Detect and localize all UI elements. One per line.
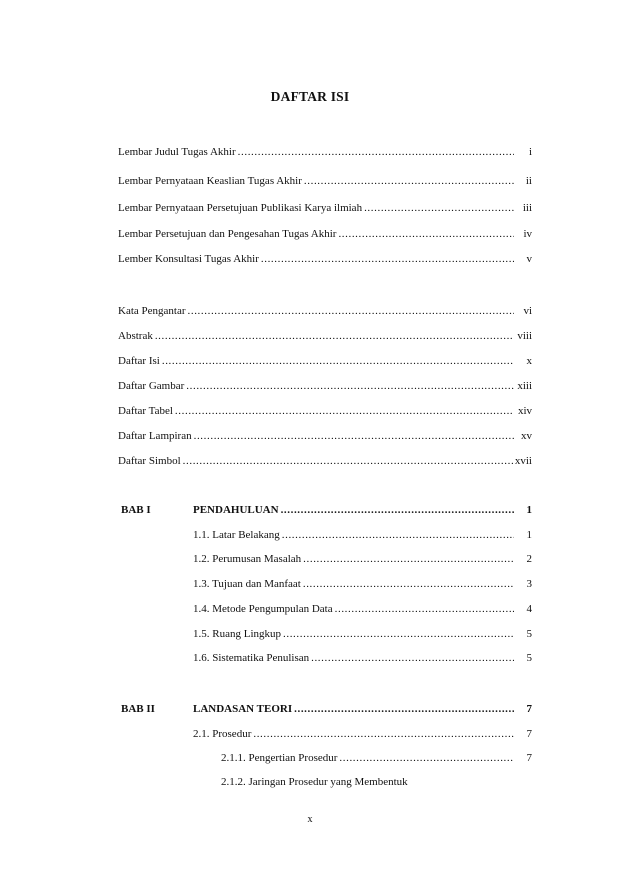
toc-entry-persetujuan-publikasi bbox=[118, 202, 532, 218]
toc-entry-abstrak bbox=[118, 330, 532, 346]
toc-section-1-4 bbox=[193, 603, 532, 619]
toc-subsection-2-1-1 bbox=[221, 752, 532, 768]
chapter-number: BAB I bbox=[121, 504, 151, 516]
toc-chapter-bab-2 bbox=[121, 703, 532, 719]
toc-entry-page: iii bbox=[522, 202, 532, 214]
toc-entry-page: vi bbox=[523, 305, 532, 317]
toc-entry-label: Daftar Lampiran bbox=[118, 430, 192, 442]
page-number: x bbox=[307, 814, 313, 825]
toc-entry-label: Lembar Pernyataan Keaslian Tugas Akhir bbox=[118, 175, 302, 187]
toc-section-2-1 bbox=[193, 728, 532, 744]
toc-entry-page: 1 bbox=[526, 504, 532, 516]
toc-entry-persetujuan-pengesahan bbox=[118, 228, 532, 244]
toc-entry-label: 1.4. Metode Pengumpulan Data bbox=[193, 603, 333, 615]
toc-entry-label: 1.1. Latar Belakang bbox=[193, 529, 280, 541]
toc-entry-page: 7 bbox=[526, 752, 532, 764]
toc-entry-page: x bbox=[526, 355, 532, 367]
toc-entry-label: 2.1. Prosedur bbox=[193, 728, 252, 740]
toc-entry-label: Lembar Pernyataan Persetujuan Publikasi Karya ilmiah bbox=[118, 202, 363, 214]
toc-entry-page: 2 bbox=[526, 553, 532, 565]
toc-entry-label: Kata Pengantar bbox=[118, 305, 186, 317]
toc-entry-page: ii bbox=[525, 175, 532, 187]
toc-entry-label: Daftar Tabel bbox=[118, 405, 173, 417]
toc-chapter-bab-1 bbox=[121, 504, 532, 520]
toc-entry-page: viii bbox=[517, 330, 532, 342]
toc-entry-page: xiii bbox=[517, 380, 532, 392]
toc-section-1-5 bbox=[193, 628, 532, 644]
toc-entry-label: 1.6. Sistematika Penulisan bbox=[193, 652, 310, 664]
toc-entry-page: 7 bbox=[526, 728, 532, 740]
toc-entry-label: Lembar Persetujuan dan Pengesahan Tugas Akhir bbox=[118, 228, 337, 240]
toc-section-1-1 bbox=[193, 529, 532, 545]
toc-entry-label: 1.2. Perumusan Masalah bbox=[193, 553, 302, 565]
toc-entry-page: 5 bbox=[526, 652, 532, 664]
toc-entry-page: iv bbox=[523, 228, 532, 240]
toc-entry-page: 4 bbox=[526, 603, 532, 615]
toc-entry-page: 5 bbox=[526, 628, 532, 640]
toc-entry-label: 1.3. Tujuan dan Manfaat bbox=[193, 578, 301, 590]
toc-entry-label: 1.5. Ruang Lingkup bbox=[193, 628, 281, 640]
toc-entry-daftar-lampiran bbox=[118, 430, 532, 446]
toc-entry-label: Abstrak bbox=[118, 330, 153, 342]
toc-entry-kata-pengantar bbox=[118, 305, 532, 321]
toc-entry-label: Lembar Judul Tugas Akhir bbox=[118, 146, 236, 158]
page-title: DAFTAR ISI bbox=[270, 89, 350, 104]
toc-entry-page: xvii bbox=[514, 455, 532, 467]
chapter-title: LANDASAN TEORI bbox=[193, 703, 293, 715]
toc-entry-daftar-tabel bbox=[118, 405, 532, 421]
toc-entry-label: Daftar Simbol bbox=[118, 455, 181, 467]
toc-entry-page: xiv bbox=[517, 405, 532, 417]
toc-entry-label: Daftar Isi bbox=[118, 355, 160, 367]
toc-entry-pernyataan-keaslian bbox=[118, 175, 532, 191]
toc-entry-page: 3 bbox=[526, 578, 532, 590]
toc-entry-daftar-isi bbox=[118, 355, 532, 371]
toc-entry-konsultasi bbox=[118, 253, 532, 269]
toc-section-1-2 bbox=[193, 553, 532, 569]
toc-section-1-3 bbox=[193, 578, 532, 594]
toc-entry-label: Daftar Gambar bbox=[118, 380, 185, 392]
toc-entry-label: Lember Konsultasi Tugas Akhir bbox=[118, 253, 259, 265]
toc-entry-daftar-gambar bbox=[118, 380, 532, 396]
toc-entry-lembar-judul bbox=[118, 146, 532, 162]
toc-entry-daftar-simbol bbox=[118, 455, 532, 471]
chapter-number: BAB II bbox=[121, 703, 155, 715]
chapter-title: PENDAHULUAN bbox=[193, 504, 279, 516]
toc-section-1-6 bbox=[193, 652, 532, 668]
toc-entry-page: i bbox=[528, 146, 532, 158]
toc-subsection-2-1-2 bbox=[221, 776, 532, 792]
toc-entry-page: 1 bbox=[526, 529, 532, 541]
toc-entry-label: 2.1.1. Pengertian Prosedur bbox=[221, 752, 338, 764]
toc-entry-page: v bbox=[526, 253, 532, 265]
toc-entry-page: 7 bbox=[526, 703, 532, 715]
toc-entry-label: 2.1.2. Jaringan Prosedur yang Membentuk bbox=[221, 776, 408, 788]
toc-entry-page: xv bbox=[521, 430, 532, 442]
